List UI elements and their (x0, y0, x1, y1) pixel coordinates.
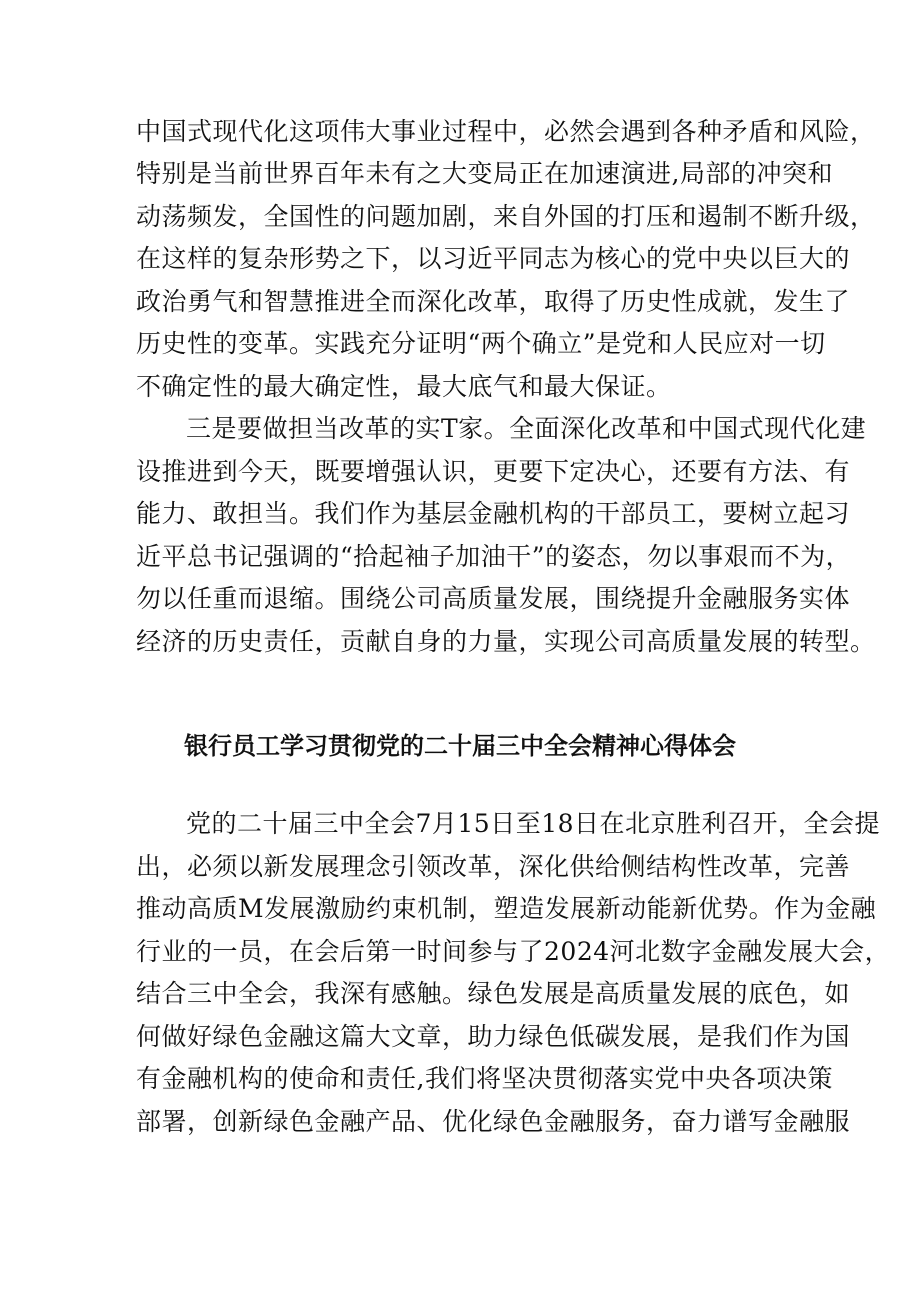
text-line: 不确定性的最大确定性，最大底气和最大保证。 (136, 372, 672, 401)
text-line: 行业的一员，在会后第一时间参与了2024河北数字金融发展大会， (136, 937, 891, 966)
text-line: 出，必须以新发展理念引领改革，深化供给侧结构性改革，完善 (136, 852, 851, 881)
text-line: 近平总书记强调的“拾起袖子加油干”的姿态，勿以事艰而不为， (136, 542, 852, 571)
text-line: 三是要做担当改革的实T家。全面深化改革和中国式现代化建 (186, 414, 867, 443)
text-line: 部署，创新绿色金融产品、优化绿色金融服务，奋力谱写金融服 (136, 1107, 851, 1136)
text-line: 能力、敢担当。我们作为基层金融机构的干部员工，要树立起习 (136, 499, 851, 528)
text-line: 有金融机构的使命和责任,我们将坚决贯彻落实党中央各项决策 (136, 1064, 833, 1093)
text-line: 经济的历史责任，贡献自身的力量，实现公司高质量发展的转型。 (136, 627, 876, 656)
text-line: 勿以任重而退缩。围绕公司高质量发展，围绕提升金融服务实体 (136, 584, 851, 613)
text-line: 结合三中全会，我深有感触。绿色发展是高质量发展的底色，如 (136, 979, 851, 1008)
text-line: 中国式现代化这项伟大事业过程中，必然会遇到各种矛盾和风险， (136, 117, 876, 146)
text-line: 历史性的变革。实践充分证明“两个确立”是党和人民应对一切 (136, 329, 826, 358)
text-line: 在这样的复杂形势之下，以习近平同志为核心的党中央以巨大的 (136, 244, 851, 273)
text-line: 设推进到今天，既要增强认识，更要下定决心，还要有方法、有 (136, 457, 851, 486)
article-title: 银行员工学习贯彻党的二十届三中全会精神心得体会 (184, 732, 736, 760)
text-line: 推动高质M发展激励约束机制，塑造发展新动能新优势。作为金融 (136, 894, 877, 923)
text-line: 特别是当前世界百年未有之大变局正在加速演进,局部的冲突和 (136, 159, 833, 188)
text-line: 政治勇气和智慧推进全而深化改革，取得了历史性成就，发生了 (136, 287, 851, 316)
text-line: 党的二十届三中全会7月15日至18日在北京胜利召开，全会提 (186, 809, 881, 838)
text-line: 动荡频发，全国性的问题加剧，来自外国的打压和遏制不断升级， (136, 202, 876, 231)
text-line: 何做好绿色金融这篇大文章，助力绿色低碳发展，是我们作为国 (136, 1022, 851, 1051)
